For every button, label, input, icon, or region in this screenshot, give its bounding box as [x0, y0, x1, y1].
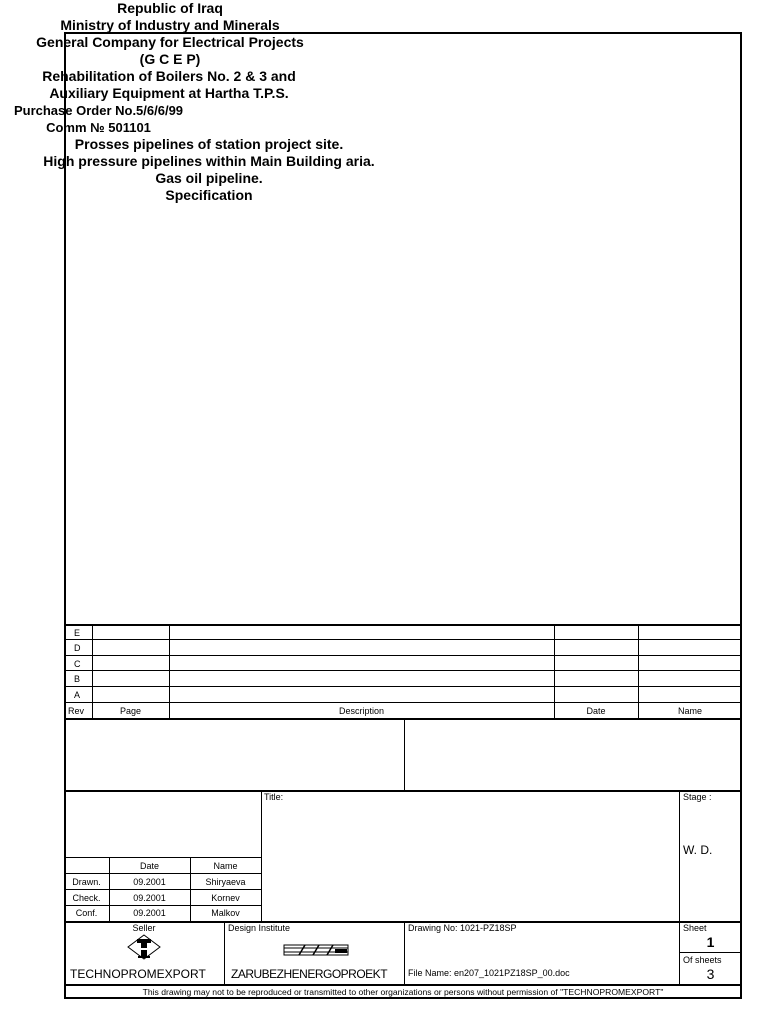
of-sheets-label: Of sheets: [683, 955, 722, 965]
sig-name-check: Kornev: [211, 893, 240, 903]
sig-name-drawn: Shiryaeva: [205, 877, 246, 887]
technopromexport-logo-icon: [126, 933, 162, 961]
stage-value: W. D.: [683, 843, 713, 857]
client-line-4: (G C E P): [139, 51, 201, 67]
project-line-2: Auxiliary Equipment at Hartha T.P.S.: [49, 85, 289, 101]
stage-label: Stage :: [683, 792, 712, 802]
of-sheets-value: 3: [706, 966, 715, 982]
rev-row-a: A: [74, 690, 81, 700]
title-line-4: Specification: [165, 187, 253, 203]
design-institute-label: Design Institute: [228, 923, 291, 933]
seller-name: TECHNOPROMEXPORT: [70, 967, 206, 981]
project-line-1: Rehabilitation of Boilers No. 2 & 3 and: [42, 68, 296, 84]
sig-role-drawn: Drawn.: [72, 877, 101, 887]
sheet-value: 1: [706, 934, 715, 950]
sig-date-drawn: 09.2001: [133, 877, 166, 887]
drawing-frame: [64, 32, 742, 999]
title-line-2: High pressure pipelines within Main Building aria.: [43, 153, 375, 169]
file-name: File Name: en207_1021PZ18SP_00.doc: [408, 968, 570, 978]
rev-row-d: D: [74, 643, 81, 653]
title-line-3: Gas oil pipeline.: [155, 170, 263, 186]
drawing-number: Drawing No: 1021-PZ18SP: [408, 923, 517, 933]
title-label: Title:: [264, 792, 284, 802]
rev-header-description: Description: [338, 706, 385, 716]
client-line-2: Ministry of Industry and Minerals: [60, 17, 280, 33]
seller-label: Seller: [132, 923, 156, 933]
sheet-label: Sheet: [683, 923, 707, 933]
zarubezhenergoproekt-logo-icon: [283, 943, 349, 957]
title-line-1: Prosses pipelines of station project site.: [74, 136, 344, 152]
rev-header-page: Page: [119, 706, 142, 716]
client-line-1: Republic of Iraq: [117, 0, 223, 16]
rev-header-rev: Rev: [68, 706, 85, 716]
footer-notice: This drawing may not to be reproduced or transmitted to other organizations or persons without permission of "TECHNOPROMEXPORT": [142, 987, 664, 997]
rev-header-name: Name: [677, 706, 702, 716]
purchase-order: Purchase Order No.5/6/6/99: [13, 103, 184, 118]
comm-number: Comm № 501101: [46, 120, 151, 135]
sig-role-check: Check.: [72, 893, 101, 903]
sig-date-conf: 09.2001: [133, 908, 166, 918]
client-line-3: General Company for Electrical Projects: [36, 34, 304, 50]
sig-role-conf: Conf.: [75, 908, 98, 918]
sig-header-name: Name: [213, 861, 238, 871]
rev-header-date: Date: [586, 706, 606, 716]
rev-row-e: E: [74, 628, 81, 638]
sig-date-check: 09.2001: [133, 893, 166, 903]
rev-row-c: C: [74, 659, 81, 669]
rev-row-b: B: [74, 674, 81, 684]
sig-header-date: Date: [139, 861, 159, 871]
design-institute-name: ZARUBEZHENERGOPROEKT: [231, 967, 388, 981]
sig-name-conf: Malkov: [211, 908, 240, 918]
